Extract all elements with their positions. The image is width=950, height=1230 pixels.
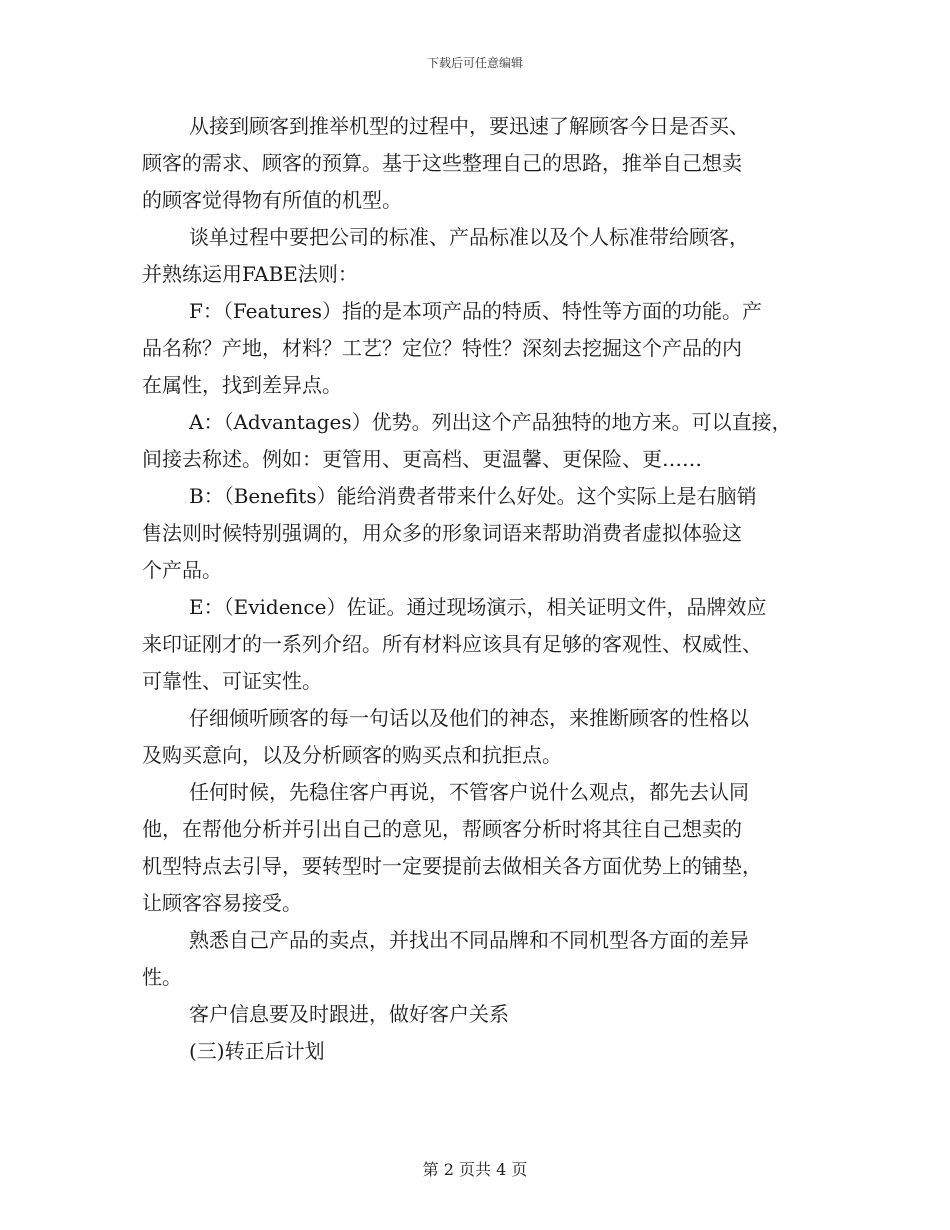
text-line: 仔细倾听顾客的每一句话以及他们的神态，来推断顾客的性格以 [189,706,749,730]
paragraph-1 [142,108,822,219]
page-header: 下载后可任意编辑 [426,56,523,70]
text-line: 谈单过程中要把公司的标准、产品标准以及个人标准带给顾客， [189,225,749,249]
text-line: 售法则时候特别强调的，用众多的形象词语来帮助消费者虚拟体验这 [142,521,742,545]
text-line: E：（Evidence）佐证。通过现场演示，相关证明文件，品牌效应 [189,595,767,619]
text-line: 的顾客觉得物有所值的机型。 [142,188,402,212]
text-line: (三)转正后计划 [189,1039,325,1063]
text-line: 间接去称述。例如：更管用、更高档、更温馨、更保险、更…… [142,447,702,471]
text-line: 性。 [142,965,182,989]
text-line: 来印证刚才的一系列介绍。所有材料应该具有足够的客观性、权威性、 [142,632,762,656]
page-footer: 第 2 页共 4 页 [422,1160,528,1179]
text-line: 在属性，找到差异点。 [142,373,342,397]
text-line: 顾客的需求、顾客的预算。基于这些整理自己的思路，推举自己想卖 [142,151,742,175]
text-line: 可靠性、可证实性。 [142,669,322,693]
text-line: 从接到顾客到推举机型的过程中，要迅速了解顾客今日是否买、 [189,114,749,138]
paragraph-fabe-a [142,404,822,478]
text-line: 品名称？产地，材料？工艺？定位？特性？深刻去挖掘这个产品的内 [142,336,742,360]
text-line: 机型特点去引导，要转型时一定要提前去做相关各方面优势上的铺垫， [142,854,762,878]
text-line: 熟悉自己产品的卖点，并找出不同品牌和不同机型各方面的差异 [189,928,749,952]
paragraph-8 [142,774,822,922]
paragraph-2 [142,219,822,293]
text-line: F：（Features）指的是本项产品的特质、特性等方面的功能。产 [189,299,762,323]
text-line: A：（Advantages）优势。列出这个产品独特的地方来。可以直接， [189,410,792,434]
document-body [142,108,822,1070]
paragraph-7 [142,700,822,774]
text-line: 个产品。 [142,558,222,582]
text-line: 他，在帮他分析并引出自己的意见，帮顾客分析时将其往自己想卖的 [142,817,742,841]
paragraph-fabe-f [142,293,822,404]
text-line: 任何时候，先稳住客户再说，不管客户说什么观点，都先去认同 [189,780,749,804]
paragraph-fabe-b [142,478,822,589]
text-line: 客户信息要及时跟进，做好客户关系 [189,1002,509,1026]
text-line: 并熟练运用FABE法则： [142,262,358,286]
text-line: B：（Benefits）能给消费者带来什么好处。这个实际上是右脑销 [189,484,757,508]
paragraph-10 [142,996,822,1033]
paragraph-fabe-e [142,589,822,700]
section-heading [142,1033,822,1070]
text-line: 及购买意向，以及分析顾客的购买点和抗拒点。 [142,743,562,767]
paragraph-9 [142,922,822,996]
text-line: 让顾客容易接受。 [142,891,302,915]
